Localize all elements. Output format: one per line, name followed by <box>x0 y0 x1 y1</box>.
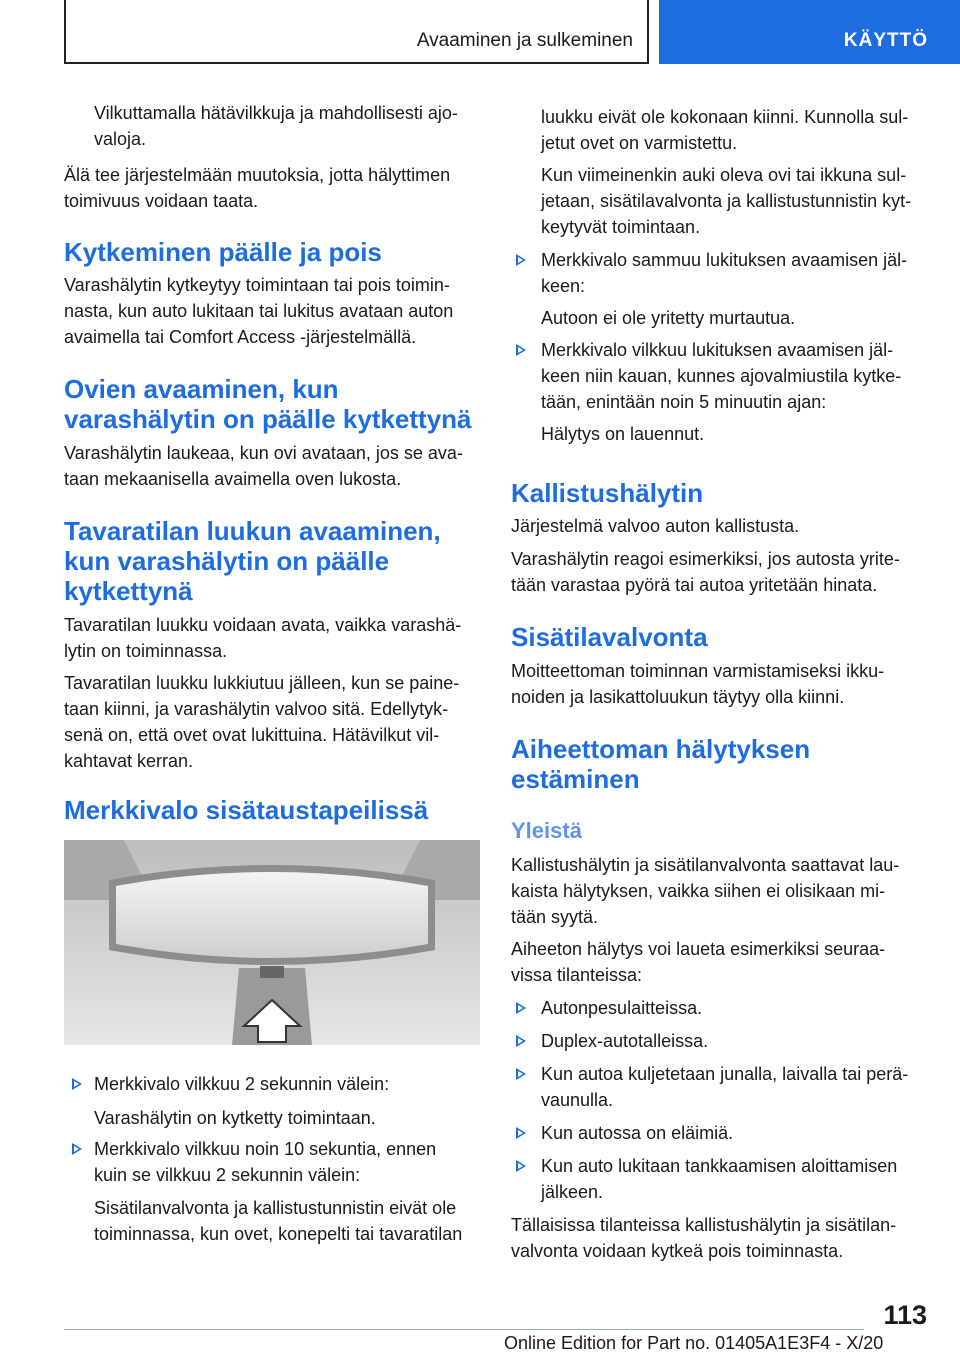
paragraph-line: kahtavat kerran. <box>64 751 194 771</box>
bullet-text: vaunulla. <box>541 1090 614 1110</box>
paragraph-line: Tavaratilan luukku lukkiutuu jälleen, kun se paine- <box>64 673 460 693</box>
paragraph-line: kaista hälytyksen, vaikka siihen ei olisikaan mi- <box>511 881 886 901</box>
heading-merkkivalo: Merkkivalo sisätaustapeilissä <box>64 795 429 825</box>
bullet-subtext: Hälytys on lauennut. <box>541 424 705 444</box>
header-section-tab <box>659 0 960 64</box>
paragraph-line: nasta, kun auto lukitaan tai lukitus avataan auton <box>64 301 454 321</box>
heading-tavaratila: kytkettynä <box>64 576 193 606</box>
bullet-triangle-icon <box>516 1068 526 1080</box>
heading-ovien-avaaminen: varashälytin on päälle kytkettynä <box>64 404 472 434</box>
paragraph-line: vissa tilanteissa: <box>511 965 643 985</box>
paragraph-line: taan kiinni, ja varashälytin valvoo sitä. Edellytyk- <box>64 699 449 719</box>
bullet-triangle-icon <box>516 1160 526 1172</box>
heading-tavaratila: kun varashälytin on päälle <box>64 546 390 576</box>
bullet-text: keen niin kauan, kunnes ajovalmiustila kytke- <box>541 366 902 386</box>
paragraph-line: noiden ja lasikattoluukun täytyy olla kiinni. <box>511 687 845 707</box>
bullet-text: Autonpesulaitteissa. <box>541 998 703 1018</box>
bullet-text: Merkkivalo vilkkuu noin 10 sekuntia, ennen <box>94 1139 437 1159</box>
heading-sisatilavalvonta: Sisätilavalvonta <box>511 622 708 652</box>
paragraph-line: Kallistushälytin ja sisätilanvalvonta saattavat lau- <box>511 855 900 875</box>
paragraph-line: senä on, että ovet ovat lukittuina. Hätävilkut vil- <box>64 725 440 745</box>
paragraph-line: Varashälytin kytkeytyy toimintaan tai pois toimin- <box>64 275 450 295</box>
heading-aiheeton-halytys: Aiheettoman hälytyksen <box>511 734 811 764</box>
bullet-text: Merkkivalo sammuu lukituksen avaamisen jäl- <box>541 250 908 270</box>
paragraph-line: avaimella tai Comfort Access -järjestelmällä. <box>64 327 417 347</box>
bullet-triangle-icon <box>516 254 526 266</box>
paragraph-line: Varashälytin laukeaa, kun ovi avataan, jos se ava- <box>64 443 463 463</box>
paragraph-line: jetut ovet on varmistettu. <box>541 133 738 153</box>
bullet-text: Kun autossa on eläimiä. <box>541 1123 734 1143</box>
bullet-triangle-icon <box>516 1035 526 1047</box>
paragraph-line: Aiheeton hälytys voi laueta esimerkiksi seuraa- <box>511 939 886 959</box>
bullet-triangle-icon <box>72 1143 82 1155</box>
rearview-mirror-illustration <box>64 840 480 1045</box>
bullet-text: Kun auto lukitaan tankkaamisen aloittamisen <box>541 1156 898 1176</box>
paragraph-line: Järjestelmä valvoo auton kallistusta. <box>511 516 800 536</box>
paragraph-line: Tavaratilan luukku voidaan avata, vaikka varashä- <box>64 615 462 635</box>
paragraph-line: lytin on toiminnassa. <box>64 641 228 661</box>
footer-divider <box>64 1329 864 1330</box>
bullet-subtext: toiminnassa, kun ovet, konepelti tai tavaratilan <box>94 1224 463 1244</box>
bullet-text: jälkeen. <box>541 1182 604 1202</box>
page-number: 113 <box>883 1300 927 1330</box>
bullet-subtext: Varashälytin on kytketty toimintaan. <box>94 1108 376 1128</box>
intro-line: Vilkuttamalla hätävilkkuja ja mahdollisesti ajo- <box>94 103 458 123</box>
header-section-label: KÄYTTÖ <box>843 30 928 51</box>
bullet-text: Merkkivalo vilkkuu 2 sekunnin välein: <box>94 1074 390 1094</box>
bullet-subtext: Sisätilanvalvonta ja kallistustunnistin eivät ole <box>94 1198 457 1218</box>
bullet-triangle-icon <box>516 1127 526 1139</box>
heading-tavaratila: Tavaratilan luukun avaaminen, <box>64 516 441 546</box>
bullet-text: Kun autoa kuljetetaan junalla, laivalla tai perä- <box>541 1064 909 1084</box>
heading-ovien-avaaminen: Ovien avaaminen, kun <box>64 374 339 404</box>
paragraph-line: tään syytä. <box>511 907 599 927</box>
bullet-triangle-icon <box>516 344 526 356</box>
paragraph-line: taan mekaanisella avaimella oven lukosta. <box>64 469 402 489</box>
paragraph-line: tään varastaa pyörä tai autoa yritetään hinata. <box>511 575 878 595</box>
bullet-text: Merkkivalo vilkkuu lukituksen avaamisen jäl- <box>541 340 894 360</box>
paragraph-line: keytyvät toimintaan. <box>541 217 701 237</box>
paragraph-line: luukku eivät ole kokonaan kiinni. Kunnolla sul- <box>541 107 909 127</box>
heading-kytkeminen: Kytkeminen päälle ja pois <box>64 237 382 267</box>
header-title-box <box>64 0 649 64</box>
paragraph-line: Varashälytin reagoi esimerkiksi, jos autosta yrite- <box>511 549 900 569</box>
bullet-text: kuin se vilkkuu 2 sekunnin välein: <box>94 1165 361 1185</box>
bullet-text: Duplex-autotalleissa. <box>541 1031 709 1051</box>
bullet-triangle-icon <box>72 1078 82 1090</box>
paragraph-line: Tällaisissa tilanteissa kallistushälytin ja sisätilan- <box>511 1215 897 1235</box>
bullet-text: keen: <box>541 276 586 296</box>
heading-kallistushalytin: Kallistushälytin <box>511 478 704 508</box>
paragraph-line: toimivuus voidaan taata. <box>64 191 259 211</box>
header-title: Avaaminen ja sulkeminen <box>416 30 633 51</box>
subheading-yleista: Yleistä <box>511 818 582 843</box>
bullet-subtext: Autoon ei ole yritetty murtautua. <box>541 308 796 328</box>
bullet-text: tään, enintään noin 5 minuutin ajan: <box>541 392 827 412</box>
intro-line: valoja. <box>94 129 147 149</box>
heading-aiheeton-halytys: estäminen <box>511 764 640 794</box>
paragraph-line: Kun viimeinenkin auki oleva ovi tai ikkuna sul- <box>541 165 907 185</box>
paragraph-line: valvonta voidaan kytkeä pois toiminnasta. <box>511 1241 844 1261</box>
paragraph-line: jetaan, sisätilavalvonta ja kallistustunnistin kyt- <box>541 191 912 211</box>
footer-edition: Online Edition for Part no. 01405A1E3F4 - X/20 <box>504 1333 884 1353</box>
paragraph-line: Älä tee järjestelmään muutoksia, jotta hälyttimen <box>64 165 451 185</box>
bullet-triangle-icon <box>516 1002 526 1014</box>
paragraph-line: Moitteettoman toiminnan varmistamiseksi ikku- <box>511 661 885 681</box>
